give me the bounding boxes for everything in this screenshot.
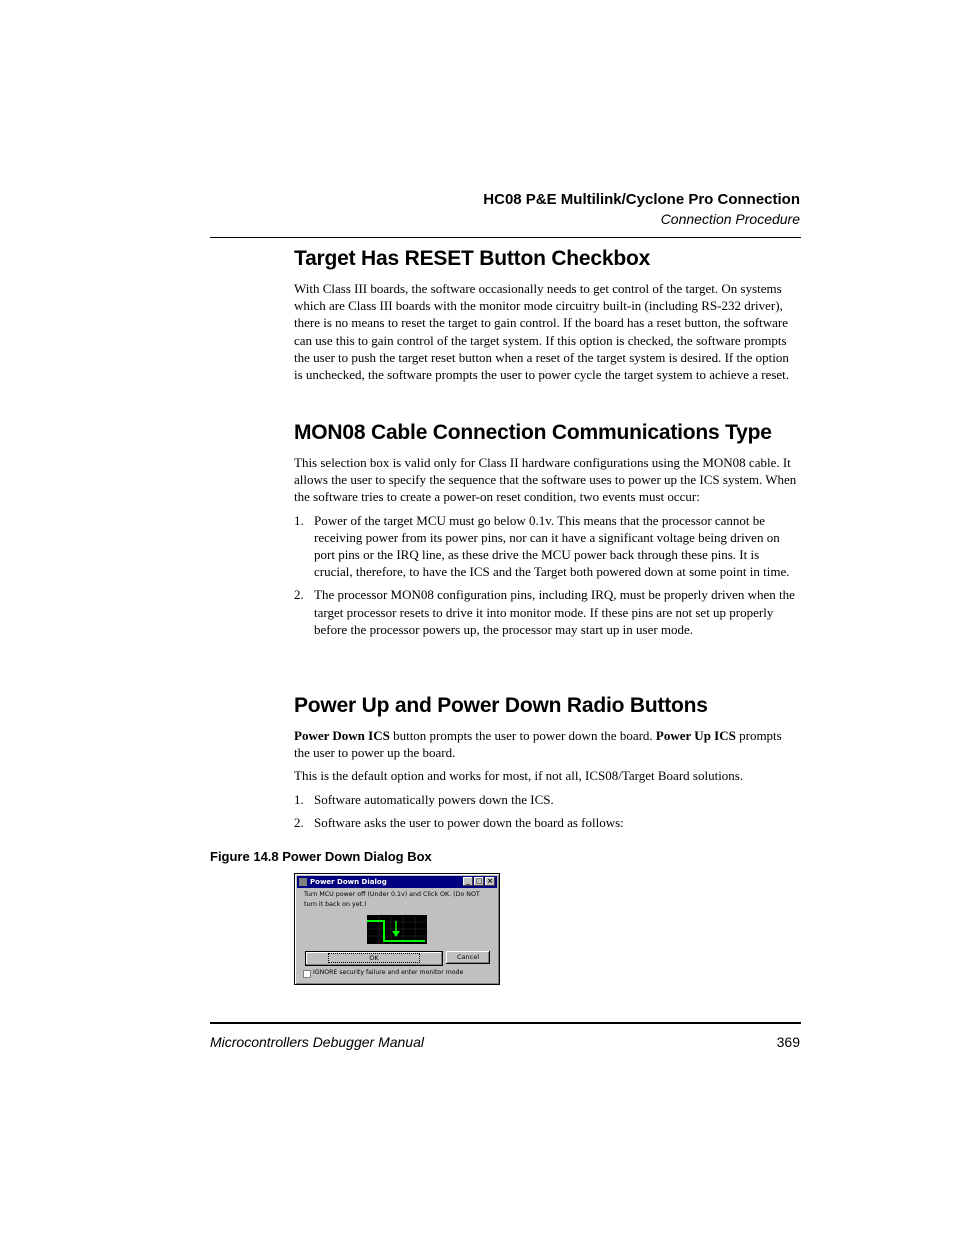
dialog-message: Turn MCU power off (Under 0.1v) and Click OK. (Do NOT turn it back on yet.) <box>304 891 480 908</box>
header-rule <box>210 237 801 238</box>
section-target-reset <box>294 247 800 383</box>
list-number: 1. <box>294 791 304 807</box>
list-item <box>294 791 800 808</box>
ignore-security-checkbox[interactable] <box>303 970 311 978</box>
window-controls <box>463 877 495 886</box>
list-item <box>294 586 800 638</box>
app-icon <box>299 878 307 886</box>
section-body: This is the default option and works for most, if not all, ICS08/Target Board solutions. <box>294 768 744 784</box>
section-body: Power Down ICS button prompts the user to power down the board. Power Up ICS prompts the user to power up the board. <box>294 728 782 761</box>
power-down-dialog <box>294 873 500 985</box>
footer-rule <box>210 1022 801 1024</box>
dialog-title: Power Down Dialog <box>310 878 387 886</box>
power-waveform-icon <box>367 915 427 944</box>
section-mon08 <box>294 421 800 638</box>
section-heading: MON08 Cable Connection Communications Type <box>294 421 772 444</box>
minimize-icon[interactable]: _ <box>463 877 473 886</box>
bold-term: Power Down ICS <box>294 728 390 743</box>
cancel-button[interactable]: Cancel <box>446 951 490 964</box>
numbered-list <box>294 512 800 638</box>
bold-term: Power Up ICS <box>655 728 736 743</box>
list-text: Software asks the user to power down the board as follows: <box>314 814 624 830</box>
figure-caption: Figure 14.8 Power Down Dialog Box <box>210 849 432 864</box>
maximize-icon[interactable]: □ <box>475 877 483 885</box>
running-header-title: HC08 P&E Multilink/Cyclone Pro Connection <box>483 191 800 208</box>
section-body: This selection box is valid only for Class II hardware configurations using the MON08 cable. It allows the user to specify the sequence that the software uses to power up the ICS system. When the software tries to create a power-on reset condition, two events must occur: <box>294 455 797 505</box>
running-header-subtitle: Connection Procedure <box>660 211 800 227</box>
list-text: The processor MON08 configuration pins, including IRQ, must be properly driven when the target processor resets to drive it into monitor mode. If these pins are not set up properly before the processor powers up, the processor may start up in user mode. <box>314 587 795 637</box>
list-number: 2. <box>294 587 304 603</box>
page-number: 369 <box>776 1034 800 1050</box>
ok-button[interactable]: OK <box>305 951 443 966</box>
list-text: Software automatically powers down the ICS. <box>314 791 554 807</box>
list-text: Power of the target MCU must go below 0.1v. This means that the processor cannot be receiving power from its power pins, nor can it have a significant voltage being driven on port pins or the IRQ line, as these drive the MCU power back through these pins. It is crucial, therefore, to have the ICS and the Target both powered down at some point in time. <box>314 512 790 580</box>
list-item <box>294 512 800 581</box>
dialog-title-bar <box>297 876 497 888</box>
close-icon[interactable]: × <box>485 877 495 886</box>
list-number: 2. <box>294 814 304 830</box>
section-heading: Power Up and Power Down Radio Buttons <box>294 694 708 717</box>
section-power-buttons <box>294 694 800 831</box>
list-item <box>294 814 800 831</box>
checkbox-label: IGNORE security failure and enter monitor mode <box>313 969 464 976</box>
footer-manual-title: Microcontrollers Debugger Manual <box>210 1034 424 1050</box>
section-heading: Target Has RESET Button Checkbox <box>294 247 651 270</box>
list-number: 1. <box>294 512 304 528</box>
numbered-list <box>294 791 800 831</box>
section-body: With Class III boards, the software occasionally needs to get control of the target. On systems which are Class III boards with the monitor mode circuitry built-in (including RS-232 driver), there is no means to reset the target to gain control. If the board has a reset button, the software can use this to gain control of the target system. If this option is checked, the software prompts the user to push the target reset button when a reset of the target system is desired. If the option is unchecked, the software prompts the user to power cycle the target system to achieve a reset. <box>294 281 790 383</box>
